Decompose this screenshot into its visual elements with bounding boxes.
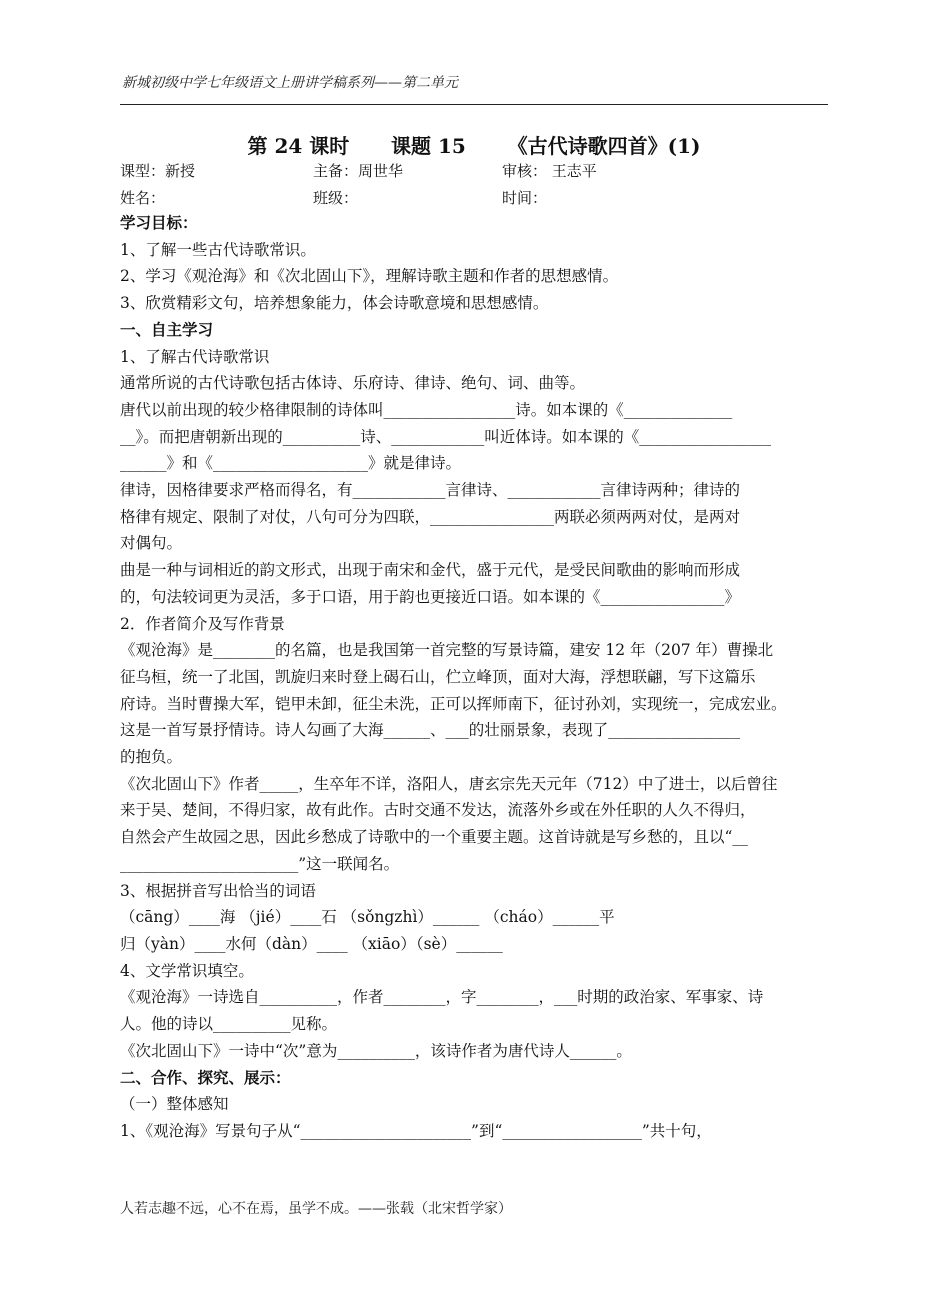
text-line: ______》和《____________________》就是律诗。 xyxy=(120,454,462,473)
text-line: 《观沧海》是________的名篇，也是我国第一首完整的写景诗篇，建安 12 年（207 年）曹操北 xyxy=(120,641,774,660)
text-line: 府诗。当时曹操大军，铠甲未卸，征尘未洗，正可以挥师南下，征讨孙刘，实现统一，完成宏业。 xyxy=(120,694,787,713)
text-line: （cāng）____海 （jié）____石 （sǒngzhì）______ （cháo）______平 xyxy=(120,908,615,927)
text-line: 《次北固山下》作者_____，生卒年不详，洛阳人，唐玄宗先天元年（712）中了进士，以后曾往 xyxy=(120,774,778,793)
text-line: 律诗，因格律要求严格而得名，有____________言律诗、____________言律诗两种；律诗的 xyxy=(120,481,741,500)
text-line: 的，句法较词更为灵活，多于口语，用于韵也更接近口语。如本课的《________________》 xyxy=(120,587,741,606)
text-line: 唐代以前出现的较少格律限制的诗体叫_________________诗。如本课的《______________ xyxy=(120,400,733,419)
reviewer: 审核： 王志平 xyxy=(502,162,597,180)
text-line: 人。他的诗以__________见称。 xyxy=(120,1015,338,1034)
text-line: __》。而把唐朝新出现的__________诗、____________叫近体诗。如本课的《_________________ xyxy=(120,427,772,446)
document-title: 第 24 课时 课题 15 《古代诗歌四首》(1) xyxy=(247,134,701,158)
text-line: 格律有规定、限制了对仗，八句可分为四联，________________两联必须两两对仗，是两对 xyxy=(120,507,741,526)
text-line: 4、文学常识填空。 xyxy=(120,961,254,980)
time-field-label: 时间： xyxy=(502,189,548,207)
text-line: （一）整体感知 xyxy=(120,1095,229,1114)
text-line: 通常所说的古代诗歌包括古体诗、乐府诗、律诗、绝句、词、曲等。 xyxy=(120,374,586,393)
text-line: 来于吴、楚间，不得归家，故有此作。古时交通不发达，流落外乡或在外任职的人久不得归， xyxy=(120,801,756,820)
text-line: 征乌桓，统一了北国，凯旋归来时登上碣石山，伫立峰顶，面对大海，浮想联翩，写下这篇乐 xyxy=(120,667,756,686)
text-line: 1、《观沧海》写景句子从“______________________”到“__________________”共十句， xyxy=(120,1121,712,1140)
text-line: 2、学习《观沧海》和《次北固山下》，理解诗歌主题和作者的思想感情。 xyxy=(120,267,619,286)
text-line: 曲是一种与词相近的韵文形式，出现于南宋和金代，盛于元代，是受民间歌曲的影响而形成 xyxy=(120,561,741,580)
text-line: 自然会产生故园之思，因此乡愁成了诗歌中的一个重要主题。这首诗就是写乡愁的，且以“__ xyxy=(120,828,748,847)
page-footer-quote: 人若志趣不远，心不在焉，虽学不成。——张载（北宋哲学家） xyxy=(120,1201,512,1217)
header-rule xyxy=(120,104,828,105)
name-field-label: 姓名： xyxy=(120,189,166,207)
text-line: 归（yàn）____水何（dàn）____ （xiāo）（sè）______ xyxy=(120,934,503,953)
class-field-label: 班级： xyxy=(313,189,359,207)
text-line: 这是一首写景抒情诗。诗人勾画了大海______、___的壮丽景象，表现了_________________ xyxy=(120,721,741,740)
text-line: 2．作者简介及写作背景 xyxy=(120,614,285,633)
section-heading: 二、合作、探究、展示： xyxy=(120,1067,291,1087)
text-line: 1、了解古代诗歌常识 xyxy=(120,347,270,366)
text-line: 1、了解一些古代诗歌常识。 xyxy=(120,240,316,259)
lesson-type: 课型：新授 xyxy=(120,162,196,180)
text-line: 《观沧海》一诗选自__________，作者________，字________，___时期的政治家、军事家、诗 xyxy=(120,988,764,1007)
text-line: _______________________”这一联闻名。 xyxy=(120,854,400,873)
section-heading: 学习目标： xyxy=(120,213,198,232)
document-body xyxy=(120,210,832,1145)
text-line: 《次北固山下》一诗中“次”意为__________，该诗作者为唐代诗人______。 xyxy=(120,1041,632,1060)
text-line: 3、欣赏精彩文句，培养想象能力，体会诗歌意境和思想感情。 xyxy=(120,294,549,313)
page-header: 新城初级中学七年级语文上册讲学稿系列——第二单元 xyxy=(122,75,458,91)
section-heading: 一、自主学习 xyxy=(120,319,214,339)
text-line: 3、根据拼音写出恰当的词语 xyxy=(120,881,316,900)
preparer: 主备：周世华 xyxy=(313,162,404,180)
text-line: 的抱负。 xyxy=(120,748,183,767)
text-line: 对偶句。 xyxy=(120,534,183,553)
